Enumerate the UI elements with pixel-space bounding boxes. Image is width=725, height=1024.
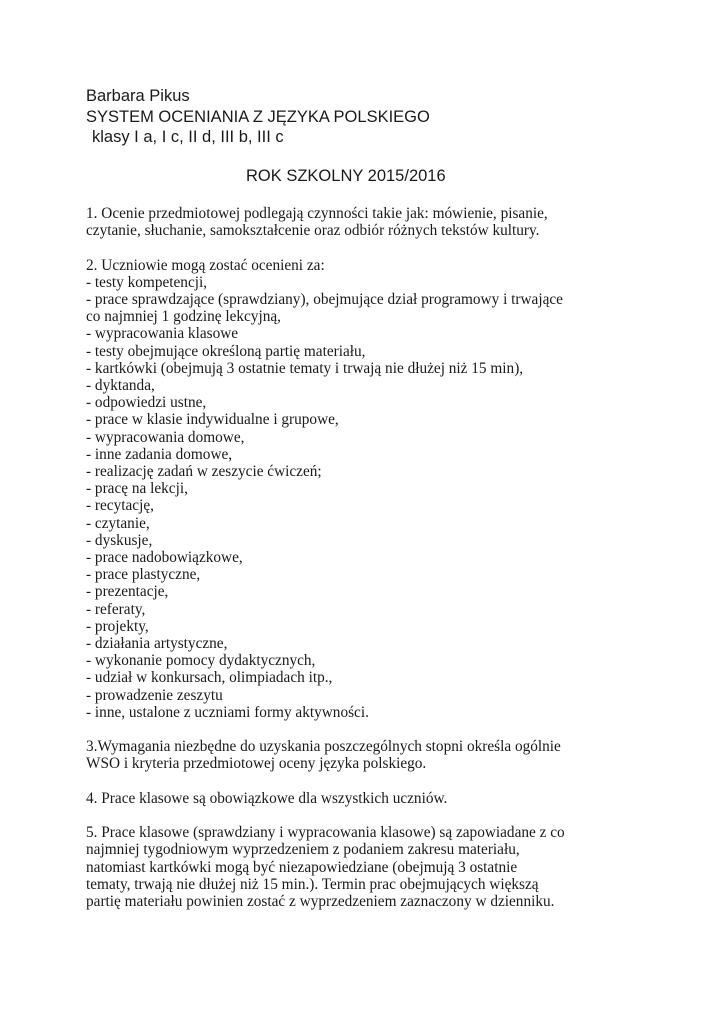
section-5-line: tematy, trwają nie dłużej niż 15 min.). Termin prac obejmujących większą: [86, 875, 539, 893]
section-5-line: 5. Prace klasowe (sprawdziany i wypracowania klasowe) są zapowiadane z co: [86, 824, 565, 842]
section-3-line: 3.Wymagania niezbędne do uzyskania poszczególnych stopni określa ogólnie: [86, 738, 561, 756]
author-name: Barbara Pikus: [86, 87, 190, 105]
list-item: co najmniej 1 godzinę lekcyjną,: [86, 308, 281, 326]
section-3: [86, 738, 646, 772]
document-header: [86, 86, 430, 148]
list-item: - inne zadania domowe,: [86, 445, 233, 463]
list-item: - testy kompetencji,: [86, 273, 208, 291]
list-item: - odpowiedzi ustne,: [86, 394, 207, 412]
section-2-intro: 2. Uczniowie mogą zostać ocenieni za:: [86, 256, 325, 274]
list-item: - dyktanda,: [86, 377, 155, 395]
section-5-line: partię materiału powinien zostać z wyprzedzeniem zaznaczony w dzienniku.: [86, 893, 555, 911]
list-item: - czytanie,: [86, 514, 150, 532]
document-body: [86, 205, 646, 927]
section-1-line: 1. Ocenie przedmiotowej podlegają czynności takie jak: mówienie, pisanie,: [86, 205, 548, 222]
list-item: - udział w konkursach, olimpiadach itp.,: [86, 669, 333, 687]
document-title: SYSTEM OCENIANIA Z JĘZYKA POLSKIEGO: [86, 107, 430, 126]
school-year: ROK SZKOLNY 2015/2016: [246, 167, 446, 185]
section-1-line: czytanie, słuchanie, samokształcenie oraz odbiór różnych tekstów kultury.: [86, 222, 540, 240]
list-item: - prace w klasie indywidualne i grupowe,: [86, 411, 339, 429]
list-item: - referaty,: [86, 600, 146, 618]
list-item: - realizację zadań w zeszycie ćwiczeń;: [86, 463, 322, 481]
section-2: [86, 257, 646, 721]
list-item: - prace nadobowiązkowe,: [86, 549, 243, 567]
list-item: - wykonanie pomocy dydaktycznych,: [86, 652, 316, 670]
list-item: - projekty,: [86, 617, 149, 635]
list-item: - testy obejmujące określoną partię materiału,: [86, 342, 366, 360]
list-item: - dyskusje,: [86, 531, 153, 549]
section-1: [86, 205, 646, 239]
section-5: [86, 824, 646, 910]
list-item: - działania artystyczne,: [86, 635, 228, 653]
assessment-list: [86, 274, 646, 721]
section-5-line: natomiast kartkówki mogą być niezapowiedziane (obejmują 3 ostatnie: [86, 858, 518, 876]
list-item: - recytację,: [86, 497, 154, 515]
list-item: - wypracowania klasowe: [86, 325, 239, 343]
section-4-line: 4. Prace klasowe są obowiązkowe dla wszystkich uczniów.: [86, 789, 448, 807]
list-item: - pracę na lekcji,: [86, 480, 188, 498]
list-item: - wypracowania domowe,: [86, 428, 245, 446]
list-item: - prace sprawdzające (sprawdziany), obejmujące dział programowy i trwające: [86, 291, 563, 308]
list-item: - prezentacje,: [86, 583, 169, 601]
list-item: - prowadzenie zeszytu: [86, 686, 223, 704]
section-5-line: najmniej tygodniowym wyprzedzeniem z podaniem zakresu materiału,: [86, 841, 520, 859]
section-3-line: WSO i kryteria przedmiotowej oceny języka polskiego.: [86, 755, 427, 773]
list-item: - prace plastyczne,: [86, 566, 201, 584]
classes-line: klasy I a, I c, II d, III b, III c: [92, 128, 284, 146]
list-item: - kartkówki (obejmują 3 ostatnie tematy i trwają nie dłużej niż 15 min),: [86, 359, 524, 377]
section-4: [86, 790, 646, 807]
list-item: - inne, ustalone z uczniami formy aktywności.: [86, 703, 369, 721]
